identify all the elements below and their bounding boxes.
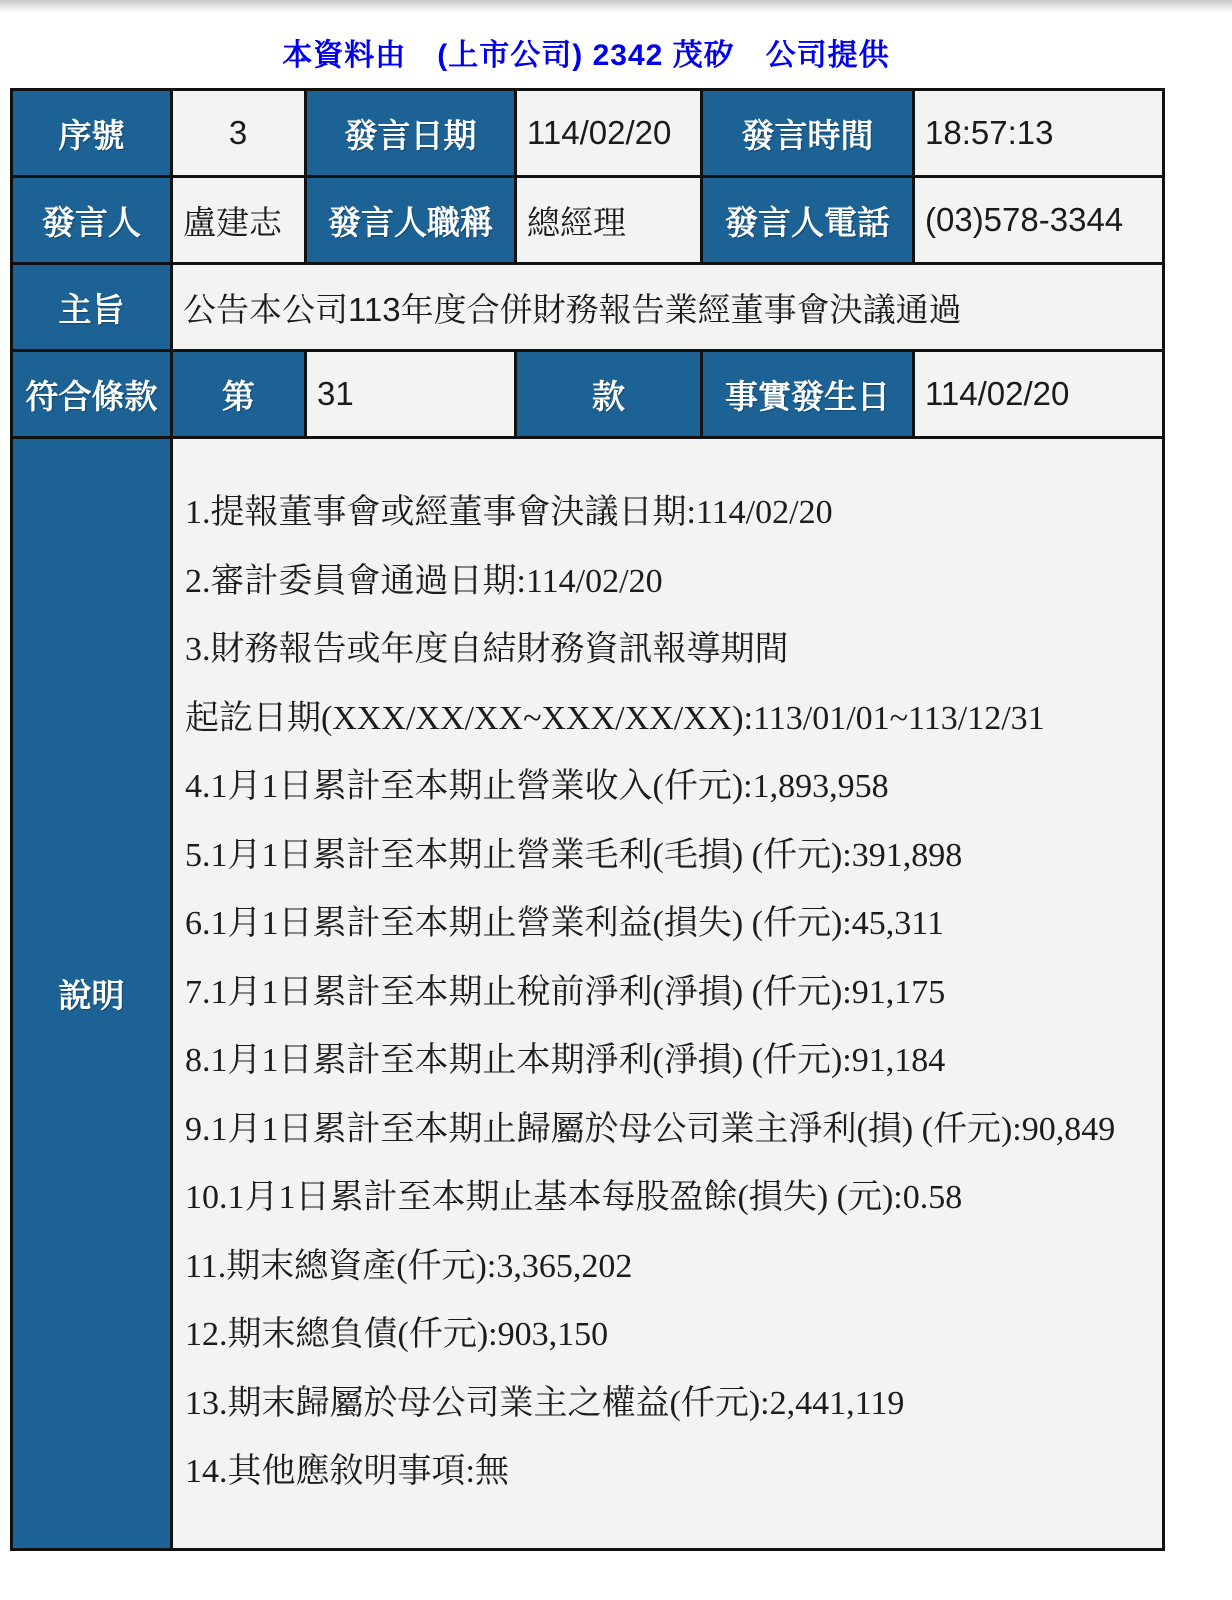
speaker-value-cell: 盧建志 — [172, 177, 306, 264]
description-line: 13.期末歸屬於母公司業主之權益(仟元):2,441,119 — [185, 1384, 905, 1422]
description-line: 12.期末總負債(仟元):903,150 — [185, 1316, 609, 1353]
clause-suffix-cell: 款 — [516, 351, 702, 438]
speaker-label-cell: 發言人 — [12, 177, 172, 264]
row-subject — [12, 264, 1164, 351]
clause-number-cell: 31 — [306, 351, 516, 438]
description-line: 5.1月1日累計至本期止營業毛利(毛損) (仟元):391,898 — [185, 836, 963, 874]
row-speaker — [12, 177, 1164, 264]
description-line: 1.提報董事會或經董事會決議日期:114/02/20 — [185, 494, 833, 531]
seq-value-cell: 3 — [172, 90, 306, 177]
description-line: 起訖日期(XXX/XX/XX~XXX/XX/XX):113/01/01~113/12/31 — [185, 699, 1045, 737]
speaker-phone-label-cell: 發言人電話 — [702, 177, 914, 264]
description-line: 7.1月1日累計至本期止稅前淨利(淨損) (仟元):91,175 — [185, 973, 946, 1011]
announcement-table — [10, 88, 1165, 1551]
row-description — [12, 438, 1164, 1550]
clause-prefix-cell: 第 — [172, 351, 306, 438]
speaker-title-label-cell: 發言人職稱 — [306, 177, 516, 264]
description-line: 9.1月1日累計至本期止歸屬於母公司業主淨利(損) (仟元):90,849 — [185, 1110, 1116, 1148]
fact-date-value-cell: 114/02/20 — [914, 351, 1164, 438]
top-gradient-bar — [0, 0, 1232, 13]
fact-date-label-cell: 事實發生日 — [702, 351, 914, 438]
subject-label-cell: 主旨 — [12, 264, 172, 351]
speaker-title-value-cell: 總經理 — [516, 177, 702, 264]
description-line: 3.財務報告或年度自結財務資訊報導期間 — [185, 631, 789, 668]
speak-time-label-cell: 發言時間 — [702, 90, 914, 177]
row-clause — [12, 351, 1164, 438]
page-title: 本資料由 (上市公司) 2342 茂矽 公司提供 — [282, 39, 890, 72]
description-line: 4.1月1日累計至本期止營業收入(仟元):1,893,958 — [185, 768, 889, 805]
clause-label-cell: 符合條款 — [12, 351, 172, 438]
speak-date-value-cell: 114/02/20 — [516, 90, 702, 177]
description-content-cell — [172, 438, 1164, 1550]
description-line: 6.1月1日累計至本期止營業利益(損失) (仟元):45,311 — [185, 905, 944, 942]
description-line: 10.1月1日累計至本期止基本每股盈餘(損失) (元):0.58 — [185, 1179, 963, 1216]
description-line: 2.審計委員會通過日期:114/02/20 — [185, 562, 663, 600]
description-label-cell: 說明 — [12, 438, 172, 1550]
description-line: 11.期末總資產(仟元):3,365,202 — [185, 1247, 633, 1285]
description-line: 8.1月1日累計至本期止本期淨利(淨損) (仟元):91,184 — [185, 1042, 946, 1079]
row-sequence — [12, 90, 1164, 177]
subject-value-cell: 公告本公司113年度合併財務報告業經董事會決議通過 — [172, 264, 1164, 351]
seq-label-cell: 序號 — [12, 90, 172, 177]
speak-date-label-cell: 發言日期 — [306, 90, 516, 177]
speak-time-value-cell: 18:57:13 — [914, 90, 1164, 177]
description-line: 14.其他應敘明事項:無 — [185, 1453, 509, 1490]
speaker-phone-value-cell: (03)578-3344 — [914, 177, 1164, 264]
